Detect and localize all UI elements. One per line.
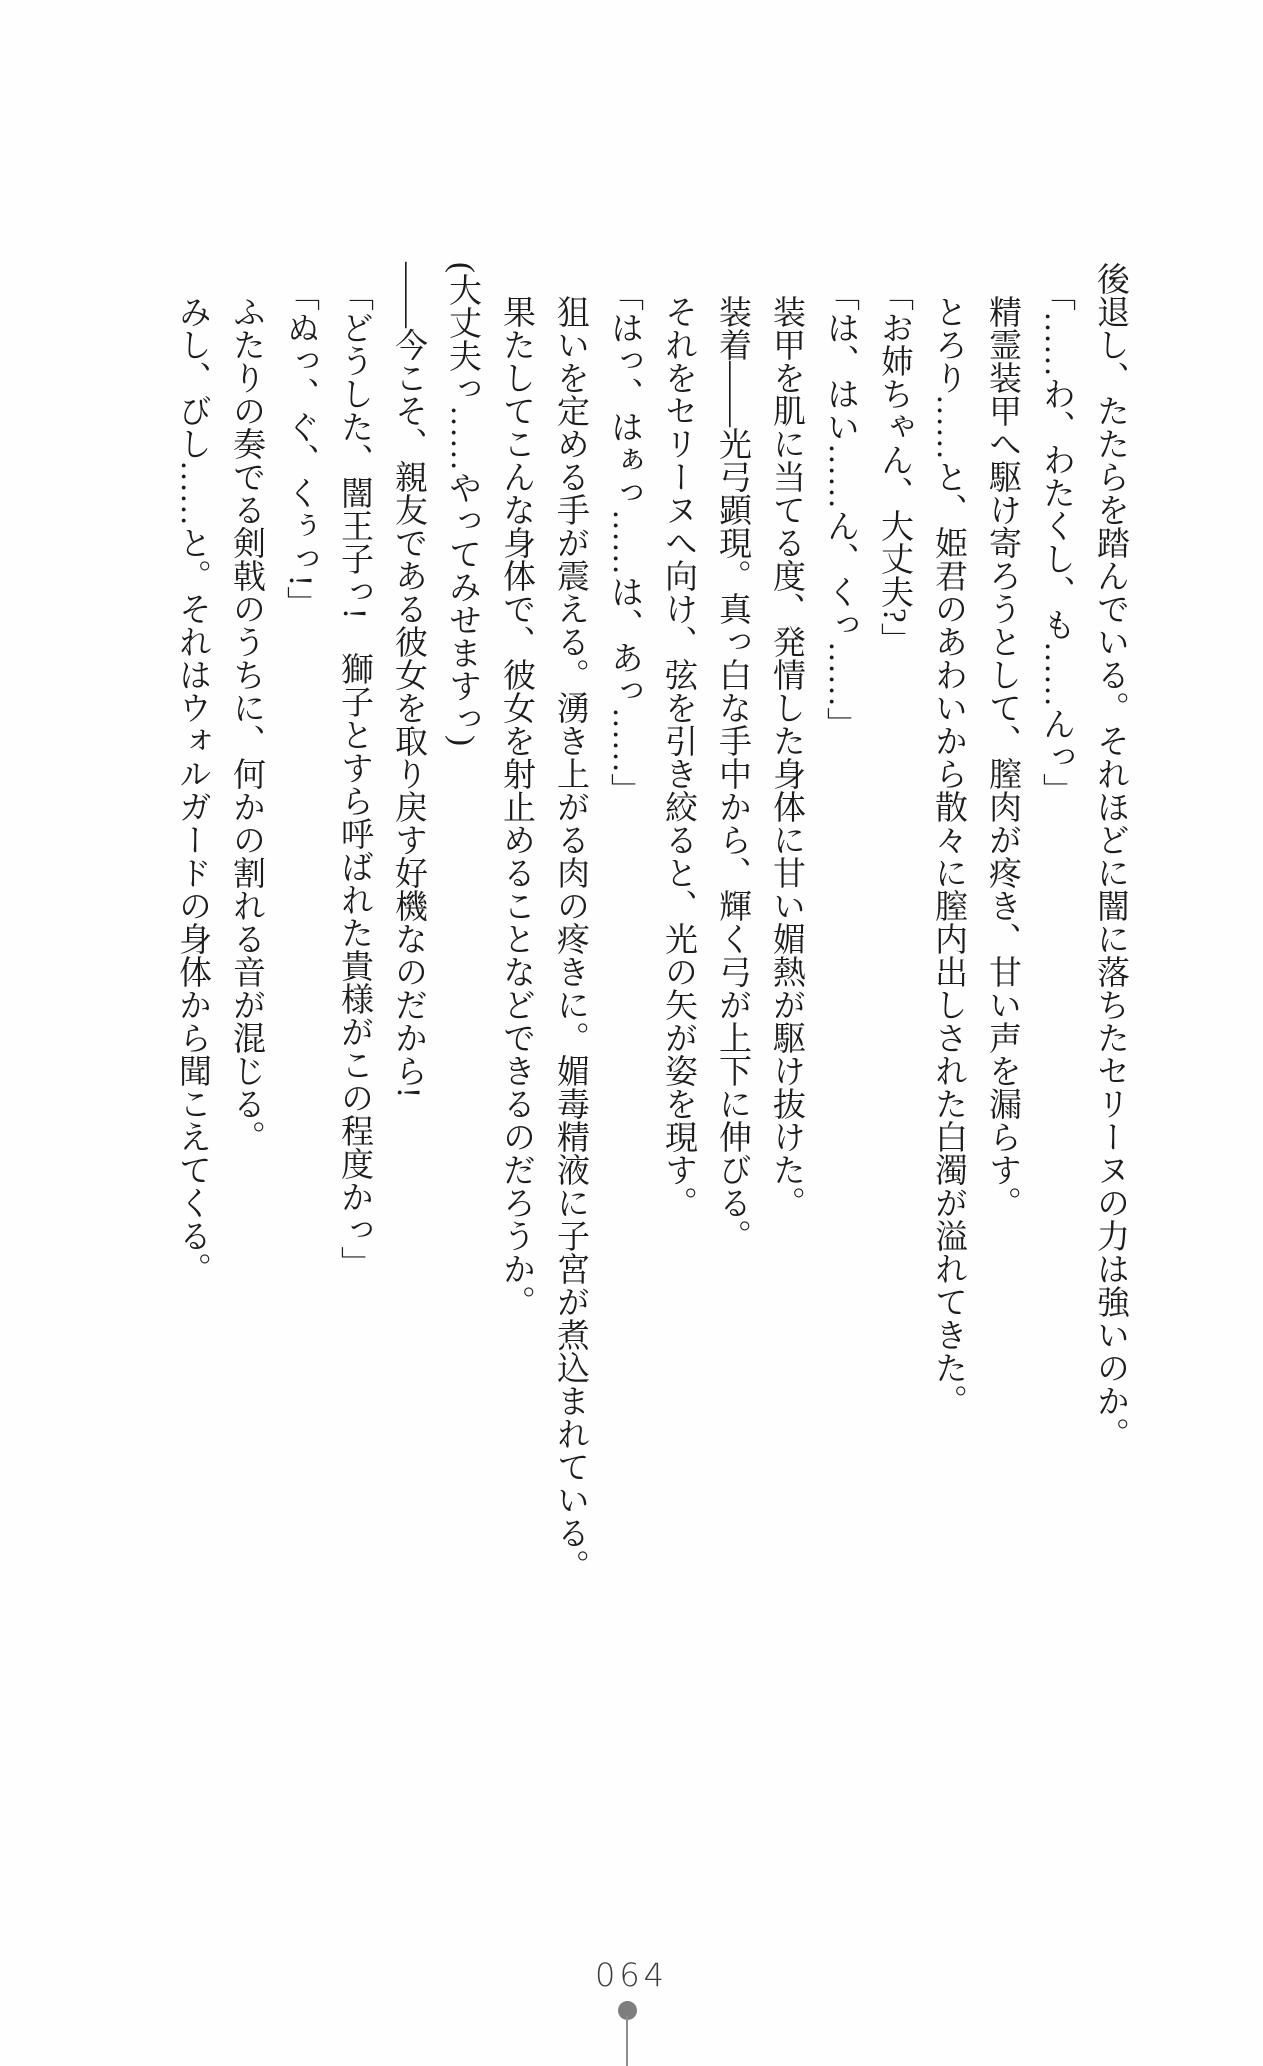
text-column: 装着――光弓顕現。真っ白な手中から、輝く弓が上下に伸びる。 [714,295,750,1252]
text-column: それをセリーヌへ向け、弦を引き絞ると、光の矢が姿を現す。 [660,295,696,1219]
text-column: 狙いを定める手が震える。湧き上がる肉の疼きに。媚毒精液に子宮が煮込まれている。 [552,295,588,1582]
text-column: 「はっ、はぁっ……は、あっ……」 [606,278,642,806]
text-column: 精霊装甲へ駆け寄ろうとして、膣肉が疼き、甘い声を漏らす。 [984,295,1020,1219]
vertical-text-block [161,262,1137,1682]
text-column: 「……わ、わたくし、も……んっ」 [1038,278,1074,806]
text-column: 「ぬっ、ぐ、くぅっ!」 [282,278,318,619]
page-number: 064 [594,1956,669,1994]
text-column: (大丈夫っ……やってみせますっ) [444,262,480,746]
text-column: 装甲を肌に当てる度、発情した身体に甘い媚熱が駆け抜けた。 [768,295,804,1219]
text-column: 果たしてこんな身体で、彼女を射止めることなどできるのだろうか。 [498,295,534,1318]
text-column: 「どうした、闇王子っ! 獅子とすら呼ばれた貴様がこの程度かっ」 [336,278,372,1279]
text-column: 「は、はい……ん、くっ……」 [822,278,858,740]
text-column: ふたりの奏でる剣戟のうちに、何かの割れる音が混じる。 [228,295,264,1153]
footer-rule-decoration [626,2016,628,2066]
text-column: ――今こそ、親友である彼女を取り戻す好機なのだから! [390,262,426,1098]
text-column: 後退し、たたらを踏んでいる。それほどに闇に落ちたセリーヌの力は強いのか。 [1092,262,1128,1450]
text-column: とろり……と、姫君のあわいから散々に膣内出しされた白濁が溢れてきた。 [930,295,966,1417]
text-column: みし、びし……と。それはウォルガードの身体から聞こえてくる。 [174,295,210,1285]
text-column: 「お姉ちゃん、大丈夫?」 [876,278,912,656]
